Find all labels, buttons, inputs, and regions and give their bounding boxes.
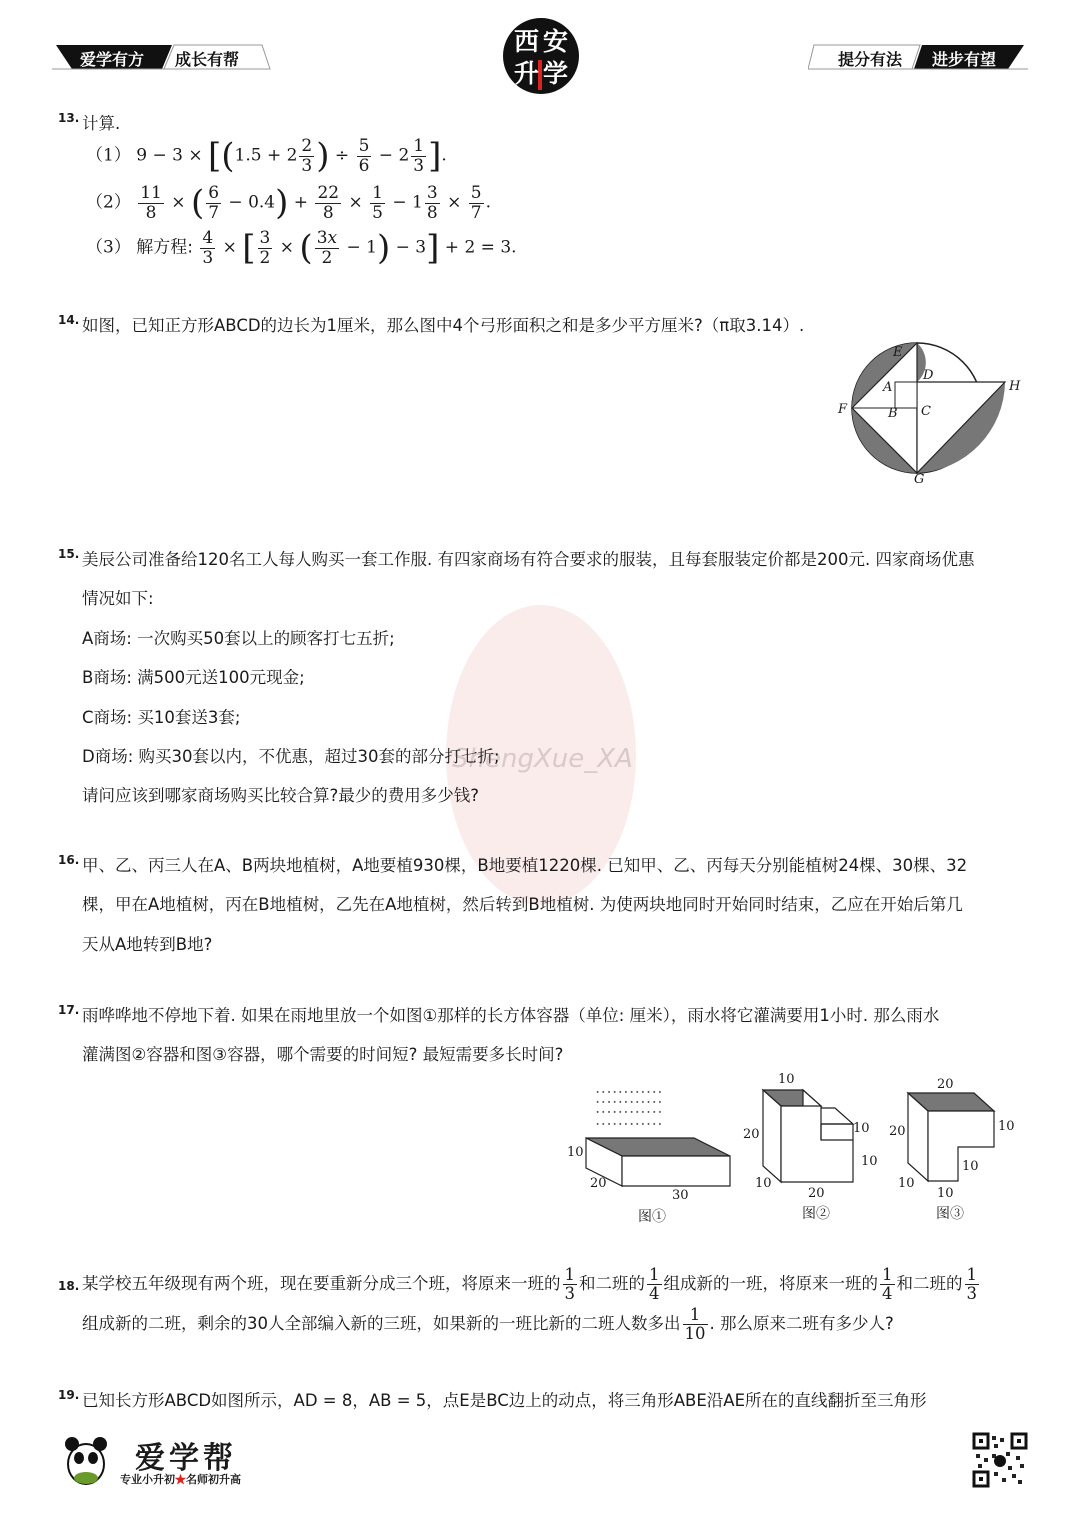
header-tag-1: 爱学有方 <box>80 50 145 69</box>
q15-line-5: C商场: 买10套送3套; <box>82 708 241 727</box>
svg-text:∙ ∙ ∙ ∙ ∙ ∙ ∙ ∙ ∙ ∙ ∙ ∙: ∙ ∙ ∙ ∙ ∙ ∙ ∙ ∙ ∙ ∙ ∙ ∙ <box>596 1098 662 1106</box>
q18-line-1: 某学校五年级现有两个班，现在要重新分成三个班，将原来一班的 $\frac{1}{3}$ 和二班的 $\frac{1}{4}$ 组成新的一班，将原来一班的 $\frac{1}{4}$ 和二班的 $\frac{1}{3}$ <box>82 1265 977 1304</box>
q19-number: 19. <box>58 1388 80 1402</box>
logo-char-2: 安 <box>543 27 569 56</box>
q17-fig1-dim-height: 10 <box>567 1145 584 1160</box>
q13-part3: （3） 解方程: $\frac{4}{3}$ × [ $\frac{3}{2}$ × ( $\frac{3x}{2}$ − 1) − 3] + 2 = 3. <box>86 227 517 268</box>
q17-fig2-dim-height: 20 <box>743 1127 760 1142</box>
q15-line-1: 美辰公司准备给120名工人每人购买一套工作服. 有四家商场有符合要求的服装，且每套服装定价都是200元. 四家商场优惠 <box>82 550 975 569</box>
q14-label-F: F <box>838 402 848 417</box>
q18-number: 18. <box>58 1279 80 1293</box>
q17-fig1-dim-length: 30 <box>672 1188 689 1203</box>
q14-label-D: D <box>923 368 934 383</box>
header-tag-4: 进步有望 <box>932 50 997 69</box>
q18-line1-part-c: 组成新的一班，将原来一班的 <box>663 1274 878 1294</box>
q17-fig2-dim-depth: 10 <box>755 1176 772 1191</box>
q17-fig1-dim-depth: 20 <box>590 1176 607 1191</box>
q15-line-6: D商场: 购买30套以内，不优惠，超过30套的部分打七折; <box>82 747 500 766</box>
svg-text:∙ ∙ ∙ ∙ ∙ ∙ ∙ ∙ ∙ ∙ ∙ ∙: ∙ ∙ ∙ ∙ ∙ ∙ ∙ ∙ ∙ ∙ ∙ ∙ <box>596 1120 662 1128</box>
q17-fig3-dim-inner: 10 <box>962 1159 979 1174</box>
q17-line-2: 灌满图②容器和图③容器，哪个需要的时间短? 最短需要多长时间? <box>82 1045 564 1064</box>
q19-text: 已知长方形ABCD如图所示，AD = 8，AB = 5，点E是BC边上的动点，将三角形ABE沿AE所在的直线翻折至三角形 <box>82 1391 927 1410</box>
q17-number: 17. <box>58 1003 80 1017</box>
q15-line-3: A商场: 一次购买50套以上的顾客打七五折; <box>82 629 395 648</box>
q16-number: 16. <box>58 853 80 867</box>
footer-slogan <box>120 1471 241 1487</box>
q14-label-E: E <box>893 345 903 360</box>
logo-char-1: 西 <box>514 27 540 56</box>
q17-fig2-dim-lower: 10 <box>861 1154 878 1169</box>
q14-number: 14. <box>58 313 80 327</box>
header-tag-2: 成长有帮 <box>175 50 240 69</box>
q14-label-B: B <box>888 406 898 421</box>
q14-label-H: H <box>1009 379 1021 394</box>
q14-text: 如图，已知正方形ABCD的边长为1厘米，那么图中4个弓形面积之和是多少平方厘米?（π取3.14）. <box>82 316 805 335</box>
q14-label-G: G <box>914 472 925 487</box>
svg-text:∙ ∙ ∙ ∙ ∙ ∙ ∙ ∙ ∙ ∙ ∙ ∙: ∙ ∙ ∙ ∙ ∙ ∙ ∙ ∙ ∙ ∙ ∙ ∙ <box>596 1088 662 1096</box>
footer-slogan-b: 名师初升高 <box>186 1473 241 1486</box>
q13-part1-expr: 9 − 3 × <box>136 145 203 166</box>
q18-line2-part-b: . 那么原来二班有多少人? <box>709 1314 894 1334</box>
q17-fig3-caption: 图③ <box>936 1206 964 1222</box>
q15-line-4: B商场: 满500元送100元现金; <box>82 668 305 687</box>
q13-part1: （1） 9 − 3 × [(1.5 + 2 $\frac{2}{3}$ ) ÷ $\frac{5}{6}$ − 2 $\frac{1}{3}$ ]. <box>86 135 447 176</box>
q14-label-A: A <box>883 380 893 395</box>
q13-part3-eq: = 3. <box>480 237 517 258</box>
q18-line2-part-a: 组成新的二班，剩余的30人全部编入新的三班，如果新的一班比新的二班人数多出 <box>82 1314 681 1334</box>
q17-fig2-dim-step: 10 <box>853 1121 870 1136</box>
q17-fig1-caption: 图① <box>638 1209 666 1225</box>
q15-line-2: 情况如下: <box>82 589 154 608</box>
q17-fig3-dim-right: 10 <box>998 1119 1015 1134</box>
q16-line-2: 棵，甲在A地植树，丙在B地植树，乙先在A地植树，然后转到B地植树. 为使两块地同时开始同时结束，乙应在开始后第几 <box>82 895 963 914</box>
q17-fig2-caption: 图② <box>802 1206 830 1222</box>
q17-fig3-dim-bottom: 10 <box>937 1186 954 1201</box>
q15-number: 15. <box>58 547 80 561</box>
q18-line-2: 组成新的二班，剩余的30人全部编入新的三班，如果新的一班比新的二班人数多出 $\frac{1}{10}$ . 那么原来二班有多少人? <box>82 1305 894 1344</box>
q15-line-7: 请问应该到哪家商场购买比较合算?最少的费用多少钱? <box>82 786 480 805</box>
q13-part1-label: （1） <box>86 145 131 166</box>
q17-fig2-dim-width: 20 <box>808 1186 825 1201</box>
star-icon: ★ <box>175 1473 186 1486</box>
q13-part2: （2） $\frac{11}{8}$ × ( $\frac{6}{7}$ − 0.4) + $\frac{22}{8}$ × $\frac{1}{5}$ − 1 $\frac{3}{8}$ × $\frac{5}{7}$ . <box>86 182 491 223</box>
q17-figure-3 <box>900 1085 1010 1190</box>
q17-fig3-dim-top: 20 <box>937 1077 954 1092</box>
header-tag-3: 提分有法 <box>838 50 903 69</box>
q17-fig2-dim-top: 10 <box>778 1072 795 1087</box>
footer-slogan-a: 专业小升初 <box>120 1473 175 1486</box>
q13-part2-label: （2） <box>86 192 131 213</box>
logo-char-4: 学 <box>543 59 569 88</box>
q17-line-1: 雨哗哗地不停地下着. 如果在雨地里放一个如图①那样的长方体容器（单位: 厘米），雨水将它灌满要用1小时. 那么雨水 <box>82 1006 940 1025</box>
q17-figure-1 <box>560 1080 750 1200</box>
logo-char-3: 升 <box>514 59 540 88</box>
q14-label-C: C <box>921 404 931 419</box>
q17-fig3-dim-depth: 10 <box>898 1176 915 1191</box>
q16-line-1: 甲、乙、丙三人在A、B两块地植树，A地要植930棵，B地要植1220棵. 已知甲、乙、丙每天分别能植树24棵、30棵、32 <box>82 856 968 875</box>
footer-brand: 爱学帮 <box>135 1441 237 1476</box>
q16-line-3: 天从A地转到B地? <box>82 935 213 954</box>
q13-part3-prefix: 解方程: <box>136 237 193 258</box>
q13-number: 13. <box>58 111 80 125</box>
q18-line1-part-b: 和二班的 <box>579 1274 645 1294</box>
qr-code-icon <box>972 1432 1028 1488</box>
svg-text:∙ ∙ ∙ ∙ ∙ ∙ ∙ ∙ ∙ ∙ ∙ ∙: ∙ ∙ ∙ ∙ ∙ ∙ ∙ ∙ ∙ ∙ ∙ ∙ <box>596 1108 662 1116</box>
q13-part3-label: （3） <box>86 237 131 258</box>
q13-title: 计算. <box>82 114 121 133</box>
q18-line1-part-d: 和二班的 <box>896 1274 963 1294</box>
q18-line1-part-a: 某学校五年级现有两个班，现在要重新分成三个班，将原来一班的 <box>82 1274 561 1294</box>
q17-fig3-dim-height: 20 <box>889 1124 906 1139</box>
panda-mascot-icon <box>60 1430 112 1488</box>
watermark-text: ShengXue_XA <box>452 744 633 774</box>
